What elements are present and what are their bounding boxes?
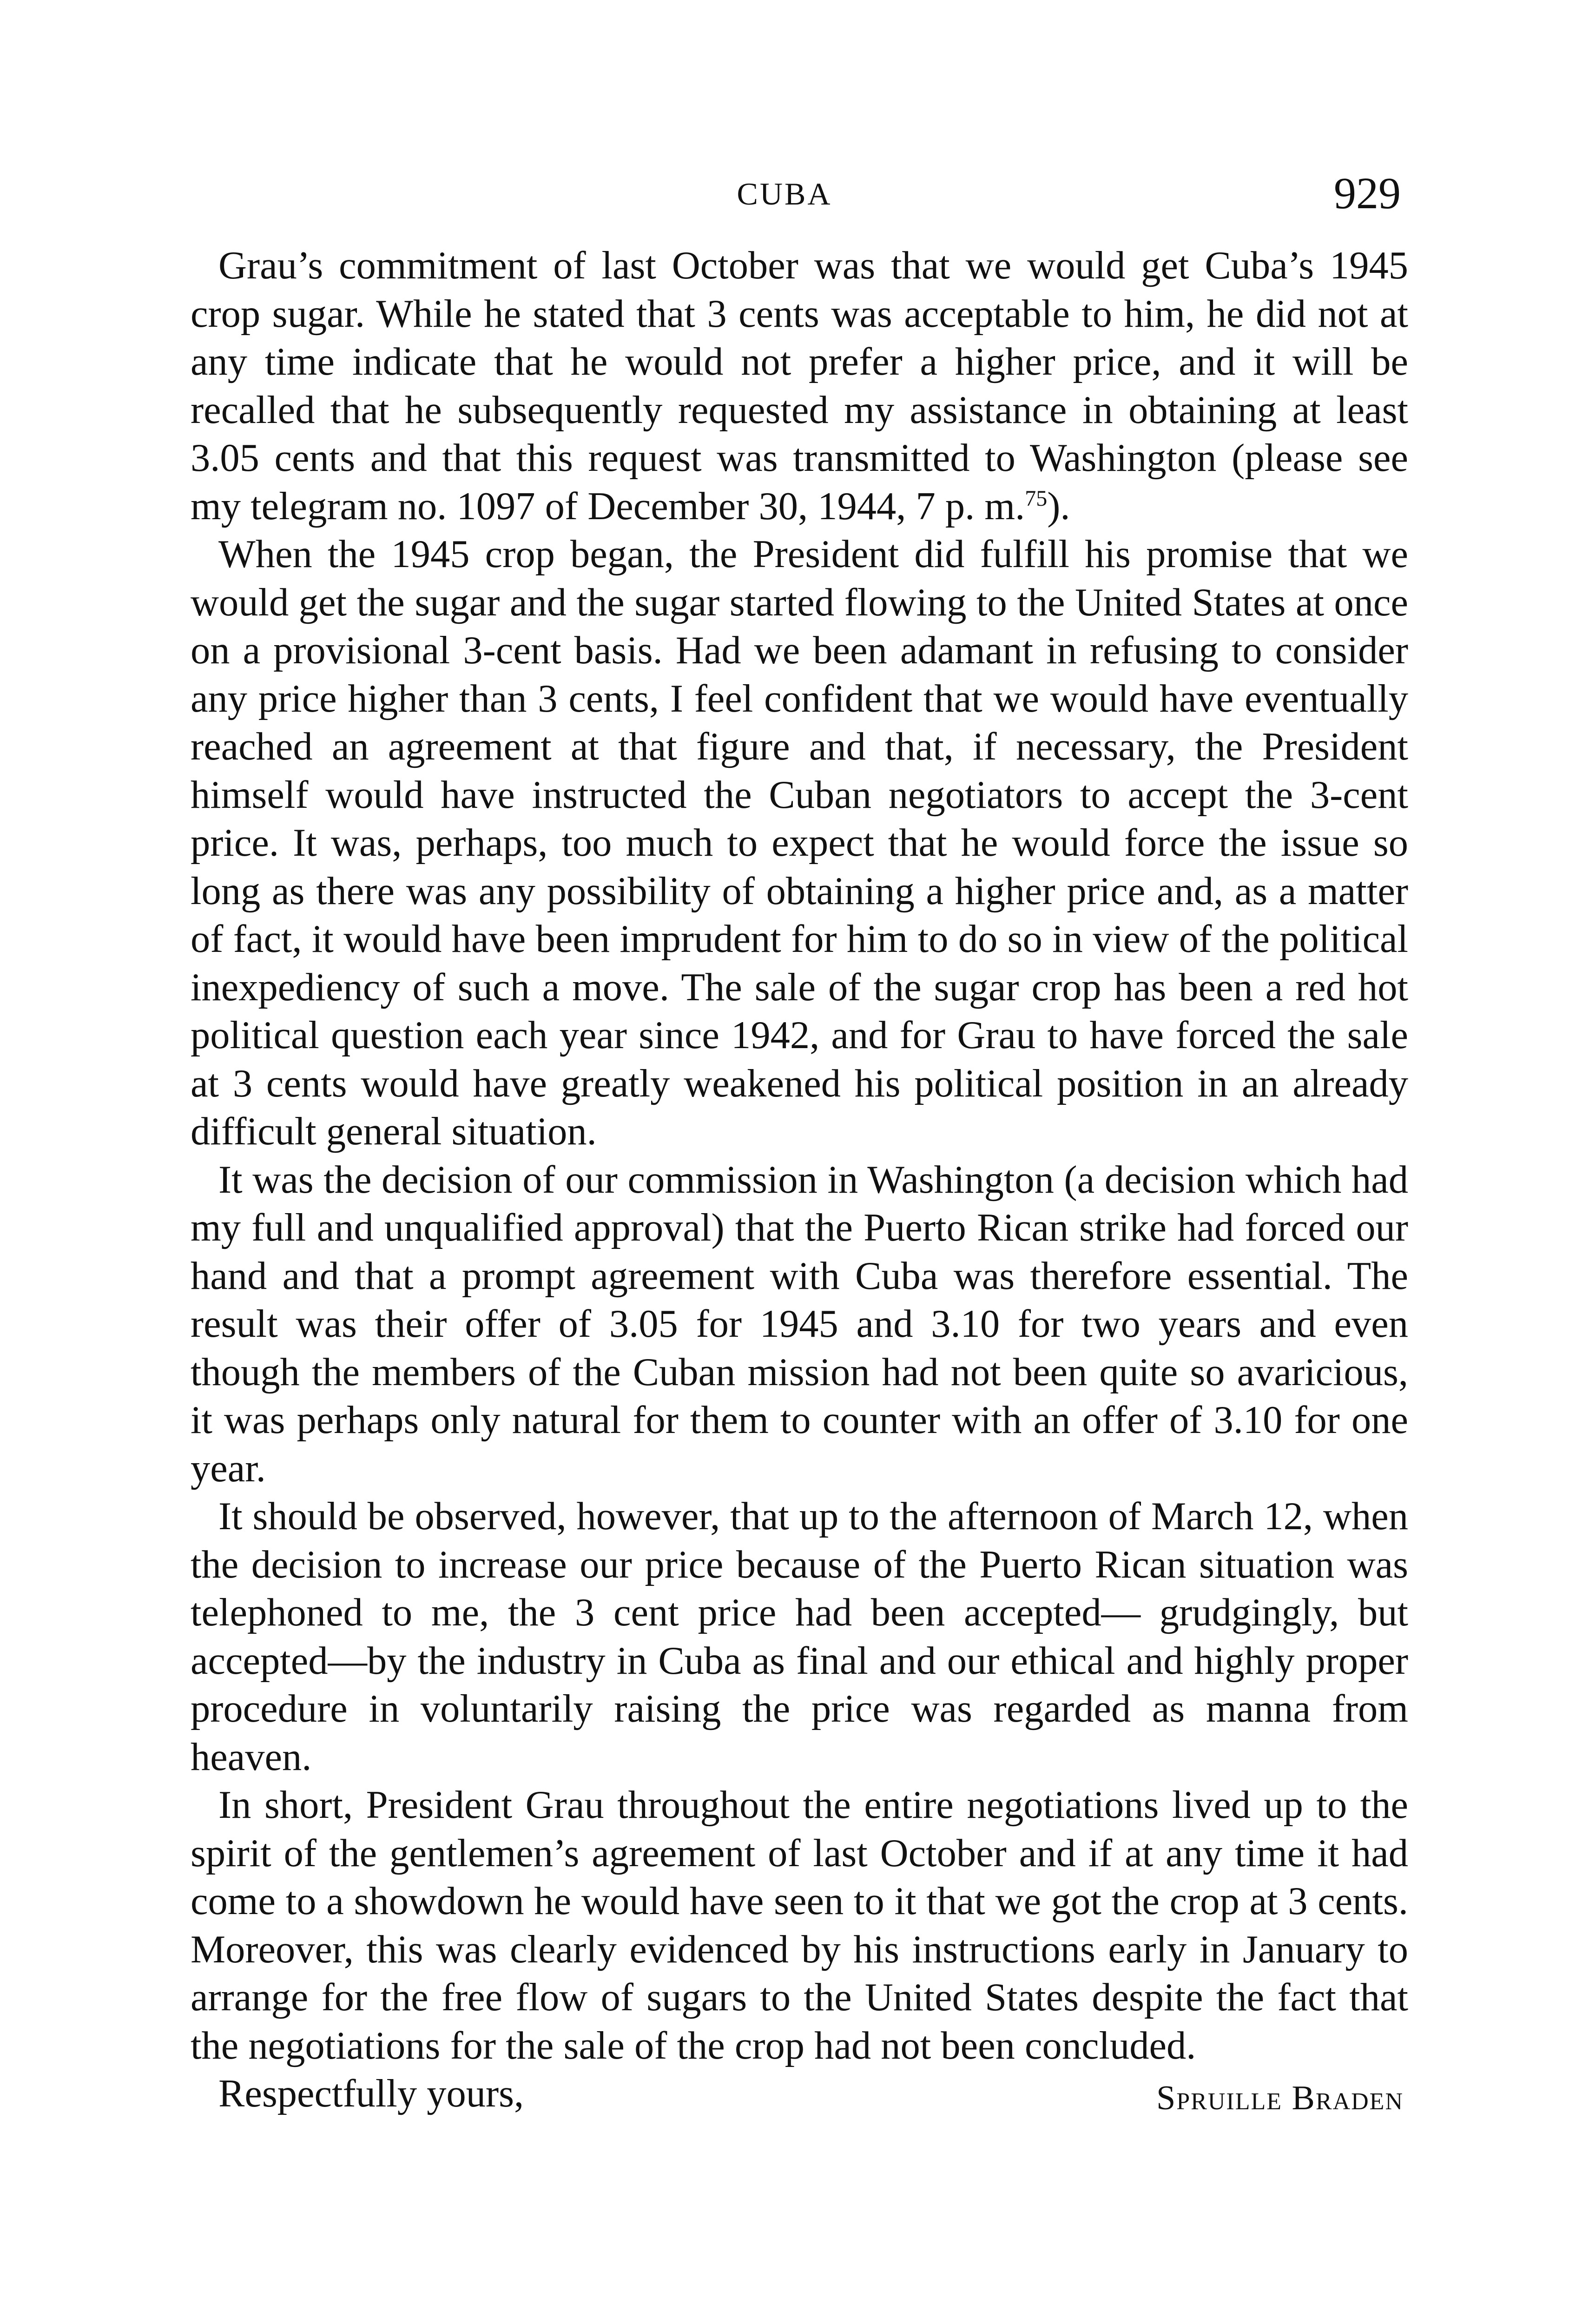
paragraph-3: It was the decision of our commission in Washington (a decision which had my full and unqualified approval) that the Puerto Rican strike had forced our hand and that a prompt agreement with Cuba was therefore essential. The result was their offer of 3.05 for 1945 and 3.10 for two years and even though the members of the Cuban mission had not been quite so avaricious, it was perhaps only natural for them to counter with an offer of 3.10 for one year. <box>191 1158 1408 1490</box>
letter-body <box>191 242 1408 2118</box>
valediction: Respectfully yours, <box>218 2072 524 2115</box>
running-head <box>0 167 1569 218</box>
footnote-reference-close: ). <box>1047 484 1070 528</box>
paragraph-1 <box>191 242 1408 530</box>
footnote-reference: 75 <box>1025 486 1048 511</box>
closing-line <box>191 2070 1408 2118</box>
paragraph-1-text: Grau’s commitment of last October was that we would get Cuba’s 1945 crop sugar. While he stated that 3 cents was acceptable to him, he did not at any time indicate that he would not prefer a higher price, and it will be recalled that he subsequently requested my assistance in obtaining at least 3.05 cents and that this request was transmitted to Washington (please see my telegram no. 1097 of December 30, 1944, 7 p. m. <box>191 244 1408 528</box>
running-head-title: CUBA <box>737 176 832 211</box>
paragraph-4: It should be observed, however, that up to the afternoon of March 12, when the decision to increase our price because of the Puerto Rican situation was telephoned to me, the 3 cent price had been accepted— grudgingly, but accepted—by the industry in Cuba as final and our ethical and highly proper procedure in voluntarily raising the price was regarded as manna from heaven. <box>191 1495 1408 1779</box>
paragraph-5: In short, President Grau throughout the entire negotiations lived up to the spirit of the gentlemen’s agreement of last October and if at any time it had come to a showdown he would have seen to it that we got the crop at 3 cents. Moreover, this was clearly evidenced by his instructions early in January to arrange for the free flow of sugars to the United States despite the fact that the negotiations for the sale of the crop had not been concluded. <box>191 1783 1408 2067</box>
page-number: 929 <box>1334 168 1401 218</box>
paragraph-2: When the 1945 crop began, the President did fulfill his promise that we would get the sugar and the sugar started flowing to the United States at once on a provisional 3-cent basis. Had we been adamant in refusing to consider any price higher than 3 cents, I feel confident that we would have eventually reached an agreement at that figure and that, if necessary, the President himself would have instructed the Cuban negotiators to accept the 3-cent price. It was, perhaps, too much to expect that he would force the issue so long as there was any possibility of obtaining a higher price and, as a matter of fact, it would have been imprudent for him to do so in view of the political inexpediency of such a move. The sale of the sugar crop has been a red hot political question each year since 1942, and for Grau to have forced the sale at 3 cents would have greatly weakened his political position in an already difficult general situation. <box>191 533 1408 1153</box>
signature: Spruille Braden <box>1156 2079 1404 2117</box>
